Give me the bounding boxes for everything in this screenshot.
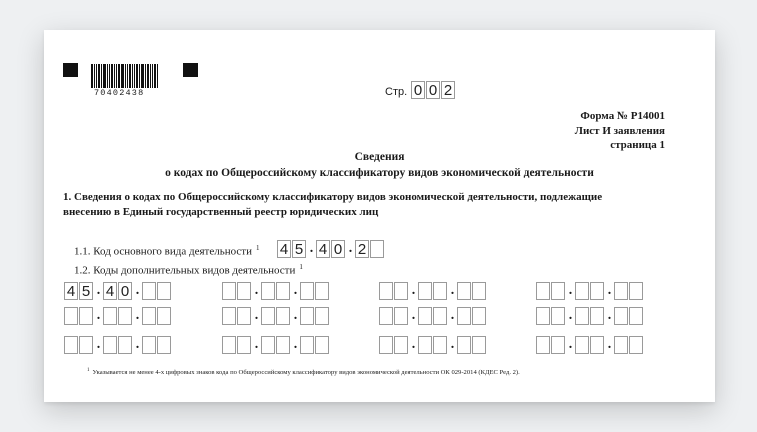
digit-cell[interactable] [629,336,643,354]
digit-cell[interactable] [575,307,589,325]
digit-cell[interactable] [418,282,432,300]
barcode-bar [103,64,106,88]
code-separator-dot: . [348,241,353,256]
digit-cell[interactable] [315,336,329,354]
barcode-bar [101,64,102,88]
digit-cell[interactable] [536,307,550,325]
footnote: $^1$ Указывается не менее 4-х цифровых знаков кода по Общероссийскому классификатору видов экономической деятельности ОК 029-2014 (КДЕС Ред. 2). [87,368,520,377]
digit-cell[interactable] [237,282,251,300]
digit-cell[interactable] [433,307,447,325]
additional-activity-code[interactable] [64,336,172,354]
digit-cell[interactable] [551,282,565,300]
barcode-bar [147,64,149,88]
digit-cell[interactable] [300,336,314,354]
digit-cell[interactable]: 0 [411,81,425,99]
barcode-bar [109,64,110,88]
digit-cell[interactable] [118,336,132,354]
barcode-bar [139,64,140,88]
code-separator-dot: . [607,337,612,352]
additional-activity-code[interactable] [379,307,487,325]
digit-cell[interactable] [472,282,486,300]
code-separator-dot: . [293,283,298,298]
additional-activity-code[interactable] [222,336,330,354]
digit-cell[interactable] [103,307,117,325]
digit-cell[interactable] [614,282,628,300]
corner-marker-left [63,63,78,77]
digit-cell[interactable] [536,282,550,300]
barcode-bar [152,64,153,88]
code-separator-dot: . [254,308,259,323]
code-separator-dot: . [96,308,101,323]
sheet-label: Лист И заявления [574,125,665,137]
digit-cell[interactable] [472,307,486,325]
code-separator-dot: . [135,283,140,298]
corner-marker-right [183,63,198,77]
digit-cell[interactable] [551,307,565,325]
additional-activity-code[interactable] [536,336,644,354]
digit-cell[interactable] [433,282,447,300]
digit-cell[interactable] [261,282,275,300]
code-separator-dot: . [450,283,455,298]
digit-cell[interactable] [261,307,275,325]
digit-cell[interactable] [379,307,393,325]
code-separator-dot: . [450,308,455,323]
code-separator-dot: . [607,283,612,298]
code-separator-dot: . [135,337,140,352]
barcode-bar [116,64,117,88]
digit-cell[interactable] [157,307,171,325]
additional-activity-code[interactable] [536,282,644,300]
barcode-bar [118,64,120,88]
digit-cell[interactable]: 4 [316,240,330,258]
digit-cell[interactable] [64,307,78,325]
code-separator-dot: . [607,308,612,323]
digit-cell[interactable] [222,307,236,325]
sheet-page-label: страница 1 [610,139,665,151]
code-separator-dot: . [254,337,259,352]
digit-cell[interactable] [418,336,432,354]
digit-cell[interactable] [157,282,171,300]
form-number: Форма № Р14001 [580,110,665,122]
barcode-bar [145,64,146,88]
digit-cell[interactable] [276,282,290,300]
main-activity-code[interactable] [277,240,385,258]
digit-cell[interactable]: 0 [331,240,345,258]
code-separator-dot: . [96,337,101,352]
digit-cell[interactable] [614,336,628,354]
digit-cell[interactable] [142,282,156,300]
digit-cell[interactable] [261,336,275,354]
digit-cell[interactable] [237,336,251,354]
code-separator-dot: . [568,308,573,323]
digit-cell[interactable]: 4 [103,282,117,300]
digit-cell[interactable]: 5 [79,282,93,300]
digit-cell[interactable]: 2 [441,81,455,99]
digit-cell[interactable] [614,307,628,325]
code-separator-dot: . [135,308,140,323]
additional-activity-code[interactable] [379,282,487,300]
additional-activity-code[interactable] [222,307,330,325]
page-number-cells[interactable] [411,81,456,99]
code-separator-dot: . [254,283,259,298]
digit-cell[interactable] [370,240,384,258]
digit-cell[interactable]: 4 [277,240,291,258]
digit-cell[interactable] [457,336,471,354]
digit-cell[interactable] [394,307,408,325]
section-heading: 1. Сведения о кодах по Общероссийскому классификатору видов экономической деятельности, подлежащие внесению в Единый государственный реестр юридических лиц [63,191,603,218]
digit-cell[interactable] [222,282,236,300]
additional-activity-code[interactable] [64,307,172,325]
digit-cell[interactable] [394,336,408,354]
digit-cell[interactable] [394,282,408,300]
digit-cell[interactable] [142,307,156,325]
code-separator-dot: . [411,337,416,352]
code-separator-dot: . [293,337,298,352]
digit-cell[interactable] [590,336,604,354]
code-separator-dot: . [411,283,416,298]
additional-activity-code[interactable] [536,307,644,325]
additional-activity-code[interactable] [222,282,330,300]
digit-cell[interactable] [79,307,93,325]
digit-cell[interactable] [315,307,329,325]
form-subtitle: о кодах по Общероссийскому классификатору видов экономической деятельности [165,167,594,179]
digit-cell[interactable] [457,307,471,325]
barcode-bar [136,64,138,88]
barcode-bar [107,64,108,88]
digit-cell[interactable] [276,307,290,325]
barcode-bar [96,64,97,88]
digit-cell[interactable] [536,336,550,354]
form-page [44,30,715,402]
code-separator-dot: . [568,337,573,352]
digit-cell[interactable] [118,307,132,325]
barcode-bar [91,64,93,88]
digit-cell[interactable] [575,336,589,354]
barcode-bar [134,64,135,88]
barcode-bar [98,64,100,88]
barcode-bar [157,64,158,88]
page-number-label: Стр. [385,86,408,98]
digit-cell[interactable] [590,307,604,325]
digit-cell[interactable] [64,336,78,354]
barcode-bar [154,64,156,88]
digit-cell[interactable] [629,282,643,300]
barcode-bar [121,64,124,88]
barcode-bar [129,64,131,88]
barcode-bar [132,64,133,88]
digit-cell[interactable]: 0 [118,282,132,300]
digit-cell[interactable] [379,336,393,354]
digit-cell[interactable] [157,336,171,354]
digit-cell[interactable] [315,282,329,300]
digit-cell[interactable] [237,307,251,325]
digit-cell[interactable]: 5 [292,240,306,258]
additional-activities-label: 1.2. Коды дополнительных видов деятельности $^1$ [74,263,303,277]
digit-cell[interactable] [551,336,565,354]
form-title: Сведения [354,151,405,163]
digit-cell[interactable] [457,282,471,300]
code-separator-dot: . [411,308,416,323]
digit-cell[interactable] [222,336,236,354]
code-separator-dot: . [568,283,573,298]
digit-cell[interactable]: 2 [355,240,369,258]
code-separator-dot: . [309,241,314,256]
code-separator-dot: . [293,308,298,323]
digit-cell[interactable] [575,282,589,300]
barcode-bar [150,64,151,88]
additional-activity-code[interactable] [64,282,172,300]
code-separator-dot: . [96,283,101,298]
digit-cell[interactable]: 0 [426,81,440,99]
digit-cell[interactable] [103,336,117,354]
main-activity-label: 1.1. Код основного вида деятельности $^1$ [74,244,260,258]
barcode-bar [141,64,144,88]
barcode-bar [94,64,95,88]
digit-cell[interactable] [142,336,156,354]
barcode-bar [127,64,128,88]
digit-cell[interactable] [276,336,290,354]
barcode-bar [125,64,126,88]
digit-cell[interactable] [472,336,486,354]
digit-cell[interactable] [629,307,643,325]
barcode-number: 70402438 [94,88,145,98]
digit-cell[interactable] [433,336,447,354]
digit-cell[interactable] [300,282,314,300]
barcode-bar [111,64,113,88]
digit-cell[interactable] [300,307,314,325]
additional-activity-code[interactable] [379,336,487,354]
digit-cell[interactable] [379,282,393,300]
digit-cell[interactable] [79,336,93,354]
barcode-bar [114,64,115,88]
digit-cell[interactable] [590,282,604,300]
digit-cell[interactable]: 4 [64,282,78,300]
code-separator-dot: . [450,337,455,352]
digit-cell[interactable] [418,307,432,325]
